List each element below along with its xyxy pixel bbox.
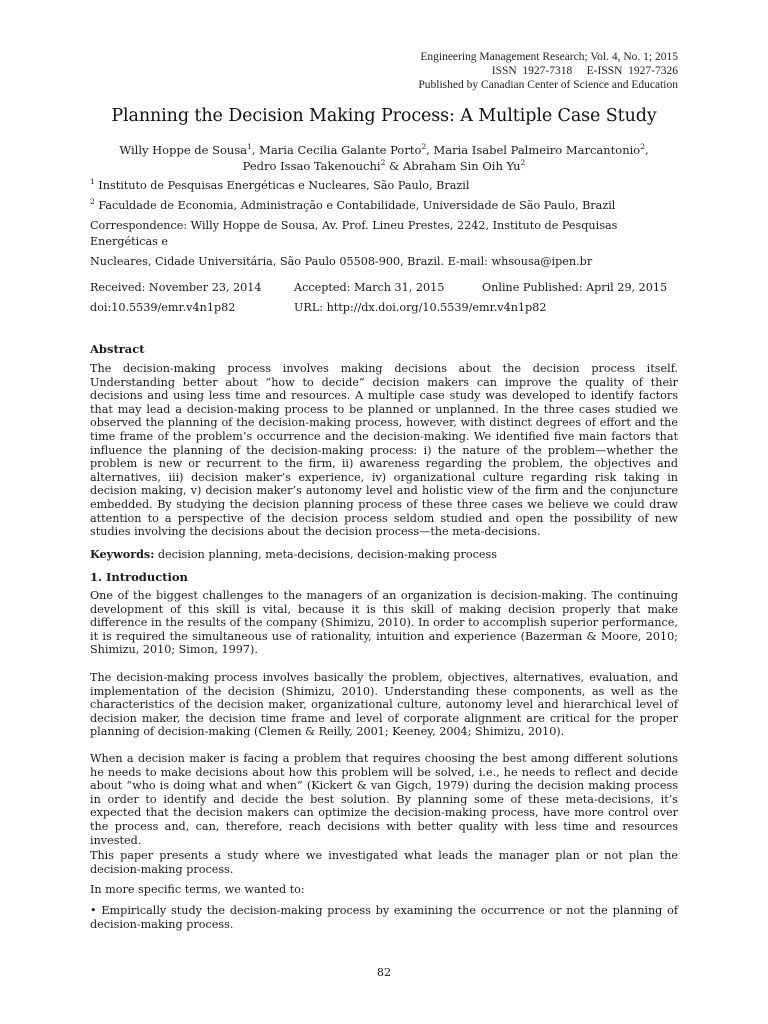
keywords-label: Keywords: <box>90 547 155 561</box>
author-affil-mark: 2 <box>380 158 386 167</box>
author-affil-mark: 2 <box>640 142 645 151</box>
keywords-text: decision planning, meta-decisions, decision-making process <box>154 548 497 561</box>
affiliation-text: Instituto de Pesquisas Energéticas e Nucleares, São Paulo, Brazil <box>94 179 470 192</box>
intro-paragraph-2: The decision-making process involves basically the problem, objectives, alternatives, evaluation, and implementation of the decision (Shimizu, 2010). Understanding these components, as well as the characteristics of the decision maker, organizational culture, autonomy level and hierarchical level of decision maker, the decision time frame and level of corporate alignment are critical for the proper planning of decision-making (Clemen & Reilly, 2001; Keeney, 2004; Shimizu, 2010). <box>90 671 678 739</box>
author-name: , Maria Isabel Palmeiro Marcantonio <box>426 143 641 157</box>
author-affil-mark: 1 <box>247 142 252 151</box>
affiliation-text: Faculdade de Economia, Administração e Contabilidade, Universidade de São Paulo, Brazil <box>94 199 616 212</box>
author-name: Willy Hoppe de Sousa <box>119 143 248 157</box>
abstract-heading: Abstract <box>90 342 145 356</box>
author-name: , Maria Cecilia Galante Porto <box>251 143 422 157</box>
received-date: Received: November 23, 2014 <box>90 281 262 294</box>
intro-paragraph-1: One of the biggest challenges to the managers of an organization is decision-making. The continuing development of this skill is vital, because it is this skill of making decision properly that make difference in the results of the company (Shimizu, 2010). In order to accomplish superior performance, it is required the simultaneous use of rationality, intuition and experience (Bazerman & Moore, 2010; Shimizu, 2010; Simon, 1997). <box>90 589 678 657</box>
paper-title: Planning the Decision Making Process: A Multiple Case Study <box>111 106 657 126</box>
journal-issn: ISSN 1927-7318 E-ISSN 1927-7326 <box>491 65 678 77</box>
intro-paragraph-5: In more specific terms, we wanted to: <box>90 883 305 896</box>
page-number: 82 <box>376 966 392 979</box>
author-affil-mark: 2 <box>520 158 526 167</box>
intro-paragraph-4: This paper presents a study where we investigated what leads the manager plan or not plan the decision-making process. <box>90 849 678 876</box>
correspondence <box>90 218 678 270</box>
accepted-date: Accepted: March 31, 2015 <box>294 281 445 294</box>
correspondence-line: Nucleares, Cidade Universitária, São Paulo 05508-900, Brazil. E-mail: whsousa@ipen.br <box>90 255 593 268</box>
affiliation-mark: 1 <box>90 177 95 186</box>
published-date: Online Published: April 29, 2015 <box>482 281 668 294</box>
intro-bullet-1: • Empirically study the decision-making process by examining the occurrence or not the planning of decision-making process. <box>90 904 678 931</box>
abstract-text: The decision-making process involves making decisions about the decision process itself. Understanding better about “how to decide” decision makers can improve the quality of their decisions and using less time and resources. A multiple case study was developed to identify factors that may lead a decision-making process to be planned or unplanned. In the three cases studied we observed the planning of the decision-making process, however, with distinct degrees of effort and the time frame of the problem’s occurrence and the decision-making. We identified five main factors that influence the planning of the decision-making process: i) the nature of the problem—whether the problem is new or recurrent to the firm, ii) awareness regarding the problem, the objectives and alternatives, iii) decision maker’s experience, iv) organizational culture regarding risk taking in decision making, v) decision maker’s autonomy level and holistic view of the firm and the conjuncture embedded. By studying the decision planning process of these three cases we believe we could draw attention to a perspective of the decision process seldom studied and open the possibility of new studies involving the decisions about the decision process—the meta-decisions. <box>90 362 678 539</box>
doi-text: doi:10.5539/emr.v4n1p82 <box>90 301 236 314</box>
author-list <box>112 142 656 174</box>
keywords <box>90 548 678 562</box>
affiliation-2 <box>90 198 678 214</box>
author-name: & Abraham Sin Oih Yu <box>385 159 521 173</box>
journal-publisher: Published by Canadian Center of Science and Education <box>418 79 678 91</box>
correspondence-line: Correspondence: Willy Hoppe de Sousa, Av. Prof. Lineu Prestes, 2242, Instituto de Pesquisas Energéticas e <box>90 219 618 248</box>
author-name: , Pedro Issao Takenouchi <box>242 143 649 173</box>
journal-citation: Engineering Management Research; Vol. 4, No. 1; 2015 <box>420 51 678 63</box>
journal-header <box>418 50 678 92</box>
affiliation-1 <box>90 178 678 194</box>
intro-paragraph-3: When a decision maker is facing a problem that requires choosing the best among different solutions he needs to make decisions about how this problem will be solved, i.e., he needs to reflect and decide about “who is doing what and when” (Kickert & van Gigch, 1979) during the decision making process in order to identify and decide the best solution. By planning some of these meta-decisions, it’s expected that the decision makers can optimize the decision-making process, have more control over the process and, can, therefore, reach decisions with better quality with less time and resources invested. <box>90 752 678 847</box>
section-heading-introduction: 1. Introduction <box>90 570 188 584</box>
url-link[interactable]: URL: http://dx.doi.org/10.5539/emr.v4n1p82 <box>294 301 547 314</box>
affiliation-mark: 2 <box>90 197 95 206</box>
author-affil-mark: 2 <box>421 142 427 151</box>
